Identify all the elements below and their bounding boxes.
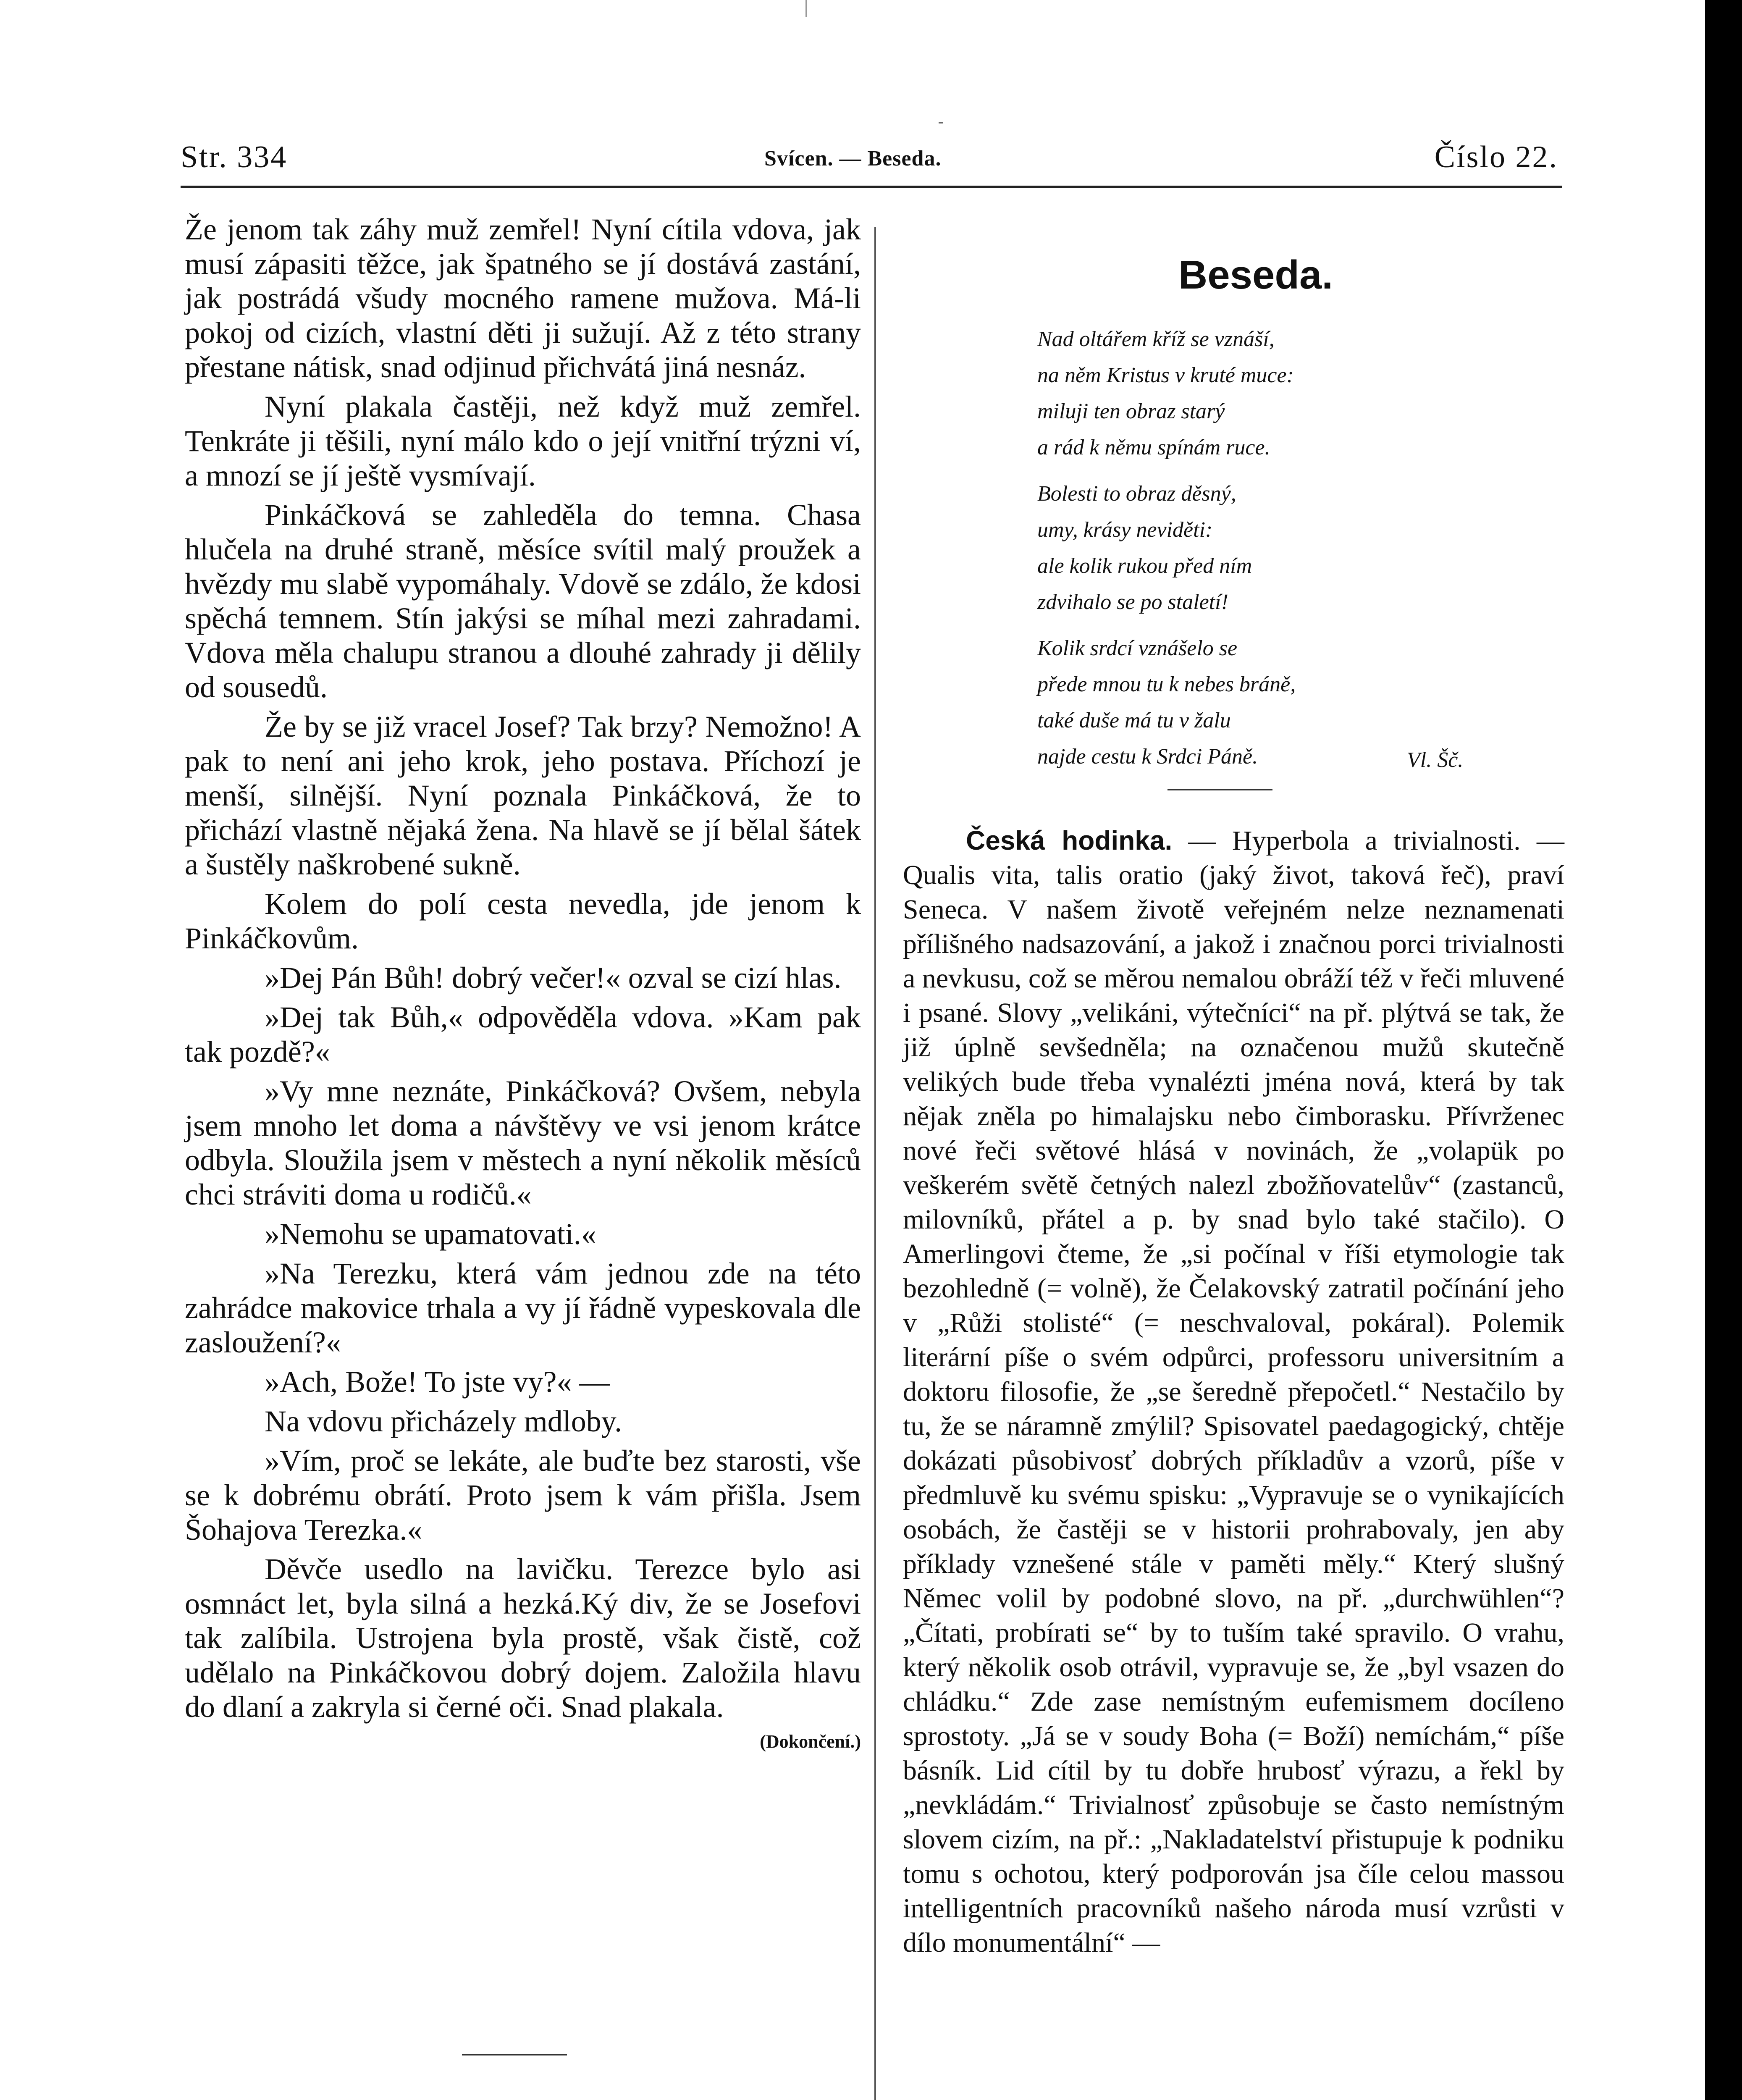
paragraph: »Dej tak Bůh,« odpověděla vdova. »Kam pak tak pozdě?« xyxy=(185,1000,861,1068)
article-text: — Hyperbola a trivialnosti. — Qualis vita, talis oratio (jaký život, taková řeč), praví Seneca. V našem životě veřejném nelze neznamenati přílišného nadsazování, a jakož i značnou porci trivialnosti a nevkusu, což se měrou nemalou obráží též v řeči mluvené i psané. Slovy „velikáni, výtečníci“ na př. plýtvá se tak, že již úplně sevšedněla; na označenou mužů skutečně velikých bude třeba vynalézti jména nová, která by tak nějak zněla po himalajsku nebo čimborasku. Přívrženec nové řeči světové hlásá v novinách, že „volapük po veškerém světě četných nalezl zbožňovatelův“ (zastanců, milovníků, přátel a p. by snad bylo také stačilo). O Amerlingovi čteme, že „si počínal v říši etymologie tak bezohledně (= volně), že Čelakovský zatratil počínání jeho v „Růži stolisté“ (= neschvaloval, pokáral). Polemik literární píše o svém odpůrci, professoru universitním a doktoru filosofie, že „se šeredně přepočetl.“ Nestačilo by tu, že se náramně zmýlil? Spisovatel paedagogický, chtěje dokázati působivosť dobrých příkladův a vzorů, píše v předmluvě ku svému spisku: „Vypravuje se o vynikajících osobách, že častěji se v historii prohrabovaly, jen aby příklady vznešené stále v paměti měly.“ Který slušný Němec volil by podobné slovo, na př. „durchwühlen“? „Čítati, probírati se“ by to tuším také spravilo. O vrahu, který několik osob otrávil, vypravuje se, že „byl vsazen do chládku.“ Zde zase nemístným eufemismem docíleno sprostoty. „Já se v soudy Boha (= Boží) nemíchám,“ píše básník. Lid cítil by tu dobře hrubosť výrazu, a řekl by „nevkládám.“ Trivialnosť způsobuje se často nemístným slovem cizím, na př.: „Nakladatelství přistupuje k podniku tomu s ochotou, který podporován jsa číle celou massou intelligentních pracovníků našeho národa musí vzrůsti v dílo monumentální“ — xyxy=(903,825,1565,1958)
paragraph: Že by se již vracel Josef? Tak brzy? Nemožno! A pak to není ani jeho krok, jeho postava. Příchozí je menší, silnější. Nyní poznala Pinkáčková, že to přichází vlastně nějaká žena. Na hlavě se jí bělal šátek a šustěly naškrobené sukně. xyxy=(185,710,861,881)
story-column xyxy=(185,212,861,1754)
section-end-rule xyxy=(462,2054,567,2055)
scan-mark xyxy=(939,122,943,123)
poem xyxy=(1037,321,1499,785)
page-header xyxy=(181,139,1558,186)
essay-column xyxy=(903,823,1564,1960)
poem-line: přede mnou tu k nebes bráně, xyxy=(1037,672,1296,696)
paragraph: »Ach, Bože! To jste vy?« — xyxy=(265,1365,610,1399)
poem-line: také duše má tu v žalu xyxy=(1037,709,1231,732)
poem-author: Vl. Šč. xyxy=(1407,748,1464,772)
article-heading: Česká hodinka. xyxy=(966,825,1173,856)
paragraph: Na vdovu přicházely mdloby. xyxy=(265,1404,622,1438)
paragraph: Pinkáčková se zahleděla do temna. Chasa hlučela na druhé straně, měsíce svítil malý proužek a hvězdy mu slabě vypomáhaly. Vdově se zdálo, že kdosi spěchá temnem. Stín jakýsi se míhal mezi zahradami. Vdova měla chalupu stranou a dlouhé zahrady ji dělily od sousedů. xyxy=(185,498,861,704)
paragraph: Děvče usedlo na lavičku. Terezce bylo asi osmnáct let, byla silná a hezká.Ký div, že se Josefovi tak zalíbila. Ustrojena byla prostě, však čistě, což udělalo na Pinkáčkovou dobrý dojem. Založila hlavu do dlaní a zakryla si černé oči. Snad plakala. xyxy=(185,1552,861,1724)
page-number: Str. 334 xyxy=(181,140,288,174)
paragraph: »Na Terezku, která vám jednou zde na této zahrádce makovice trhala a vy jí řádně vypeskovala dle zasloužení?« xyxy=(185,1257,861,1359)
paragraph: Nyní plakala častěji, než když muž zemřel. Tenkráte ji těšili, nyní málo kdo o její vnitřní trýzni ví, a mnozí se jí ještě vysmívají. xyxy=(185,390,861,492)
paragraph: Kolem do polí cesta nevedla, jde jenom k Pinkáčkovům. xyxy=(185,887,861,955)
column-divider xyxy=(874,227,876,2100)
paragraph: »Vy mne neznáte, Pinkáčková? Ovšem, nebyla jsem mnoho let doma a návštěvy ve vsi jenom krátce odbyla. Sloužila jsem v městech a nyní několik měsíců chci stráviti doma u rodičů.« xyxy=(185,1074,861,1211)
scan-mark xyxy=(805,0,807,17)
poem-line: a rád k němu spínám ruce. xyxy=(1037,436,1270,459)
paragraph: »Vím, proč se lekáte, ale buďte bez starosti, vše se k dobrému obrátí. Proto jsem k vám přišla. Jsem Šohajova Terezka.« xyxy=(185,1444,861,1546)
paragraph: Že jenom tak záhy muž zemřel! Nyní cítila vdova, jak musí zápasiti těžce, jak špatného se jí dostává zastání, jak postrádá všudy mocného ramene mužova. Má-li pokoj od cizích, vlastní děti ji sužují. Až z této strany přestane nátisk, snad odjinud přichvátá jiná nesnáz. xyxy=(185,213,861,384)
poem-line: Bolesti to obraz děsný, xyxy=(1037,482,1236,506)
running-title: Svícen. — Beseda. xyxy=(764,147,942,171)
poem-line: miluji ten obraz starý xyxy=(1037,399,1225,423)
paragraph: »Nemohu se upamatovati.« xyxy=(265,1217,596,1251)
poem-stanza xyxy=(1037,476,1499,620)
section-end-rule xyxy=(1167,789,1272,790)
paragraph: »Dej Pán Bůh! dobrý večer!« ozval se cizí hlas. xyxy=(265,961,842,995)
poem-line: zdvihalo se po staletí! xyxy=(1037,590,1228,614)
scan-edge xyxy=(1705,0,1742,2100)
poem-line: Nad oltářem kříž se vznáší, xyxy=(1037,327,1275,351)
poem-stanza xyxy=(1037,321,1499,466)
poem-line: ale kolik rukou před ním xyxy=(1037,554,1252,578)
section-title: Beseda. xyxy=(1178,252,1333,297)
poem-line: umy, krásy neviděti: xyxy=(1037,518,1213,542)
issue-number: Číslo 22. xyxy=(1434,140,1558,174)
poem-line: Kolik srdcí vznášelo se xyxy=(1037,636,1238,660)
header-rule xyxy=(181,186,1562,188)
poem-line: na něm Kristus v kruté muce: xyxy=(1037,363,1294,387)
continued-note: (Dokončení.) xyxy=(760,1731,861,1752)
paragraph xyxy=(903,823,1564,1960)
poem-line: najde cestu k Srdci Páně. xyxy=(1037,745,1258,769)
